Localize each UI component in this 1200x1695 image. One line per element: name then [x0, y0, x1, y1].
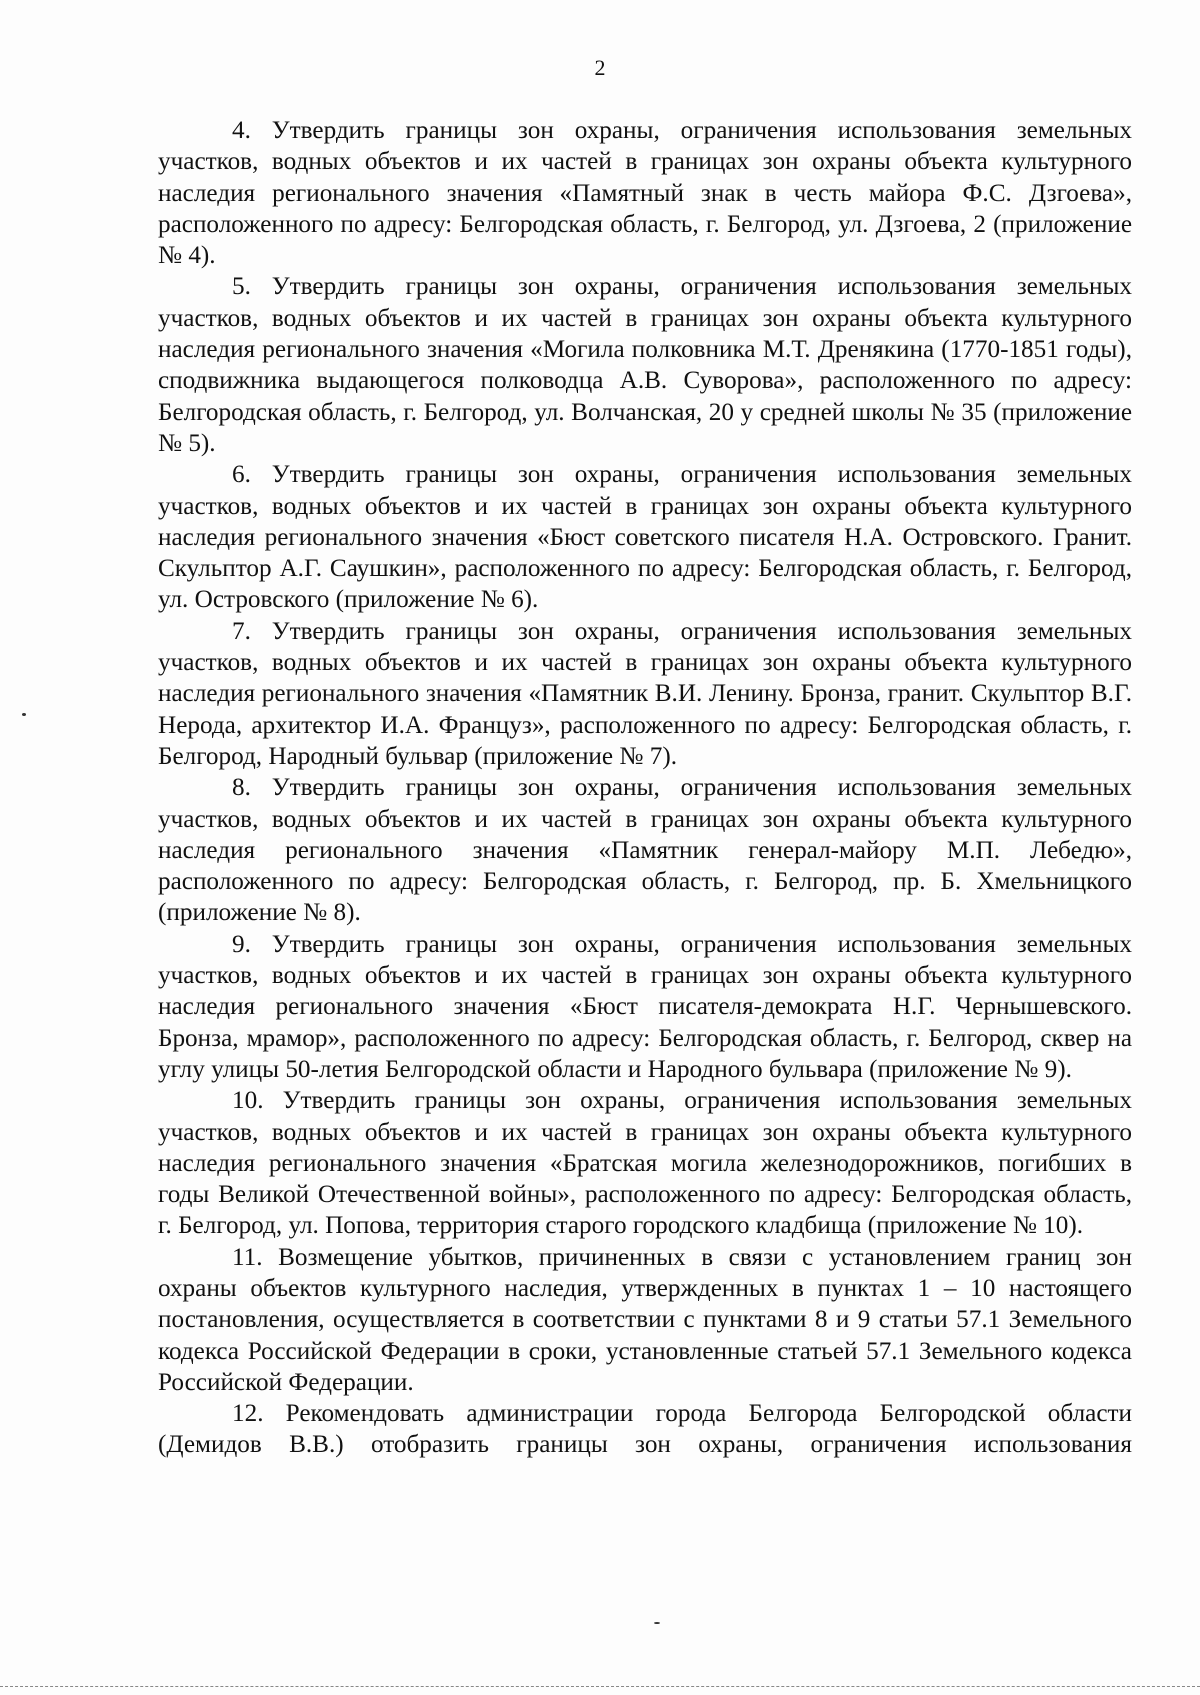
paragraph-item-11: 11. Возмещение убытков, причиненных в связи с установлением границ зон охраны объектов культурного наследия, утвержденных в пунктах 1 – 10 настоящего постановления, осуществляется в соответствии с пунктами 8 и 9 статьи 57.1 Земельного кодекса Российской Федерации в сроки, установленные статьей 57.1 Земельного кодекса Российской Федерации. [158, 1243, 1132, 1396]
scan-speck [22, 713, 26, 716]
paragraph-item-12: 12. Рекомендовать администрации города Белгорода Белгородской области (Демидов В.В.) отобразить границы зон охраны, ограничения использования [158, 1400, 1132, 1459]
paragraph-item-10: 10. Утвердить границы зон охраны, ограничения использования земельных участков, водных объектов и их частей в границах зон охраны объекта культурного наследия регионального значения «Братская могила железнодорожников, погибших в годы Великой Отечественной войны», расположенного по адресу: Белгородская область, г. Белгород, ул. Попова, территория старого городского кладбища (приложение № 10). [158, 1087, 1132, 1240]
paragraph-item-7: 7. Утвердить границы зон охраны, ограничения использования земельных участков, водных объектов и их частей в границах зон охраны объекта культурного наследия регионального значения «Памятник В.И. Ленину. Бронза, гранит. Скульптор В.Г. Нерода, архитектор И.А. Француз», расположенного по адресу: Белгородская область, г. Белгород, Народный бульвар (приложение № 7). [158, 617, 1132, 770]
paragraph-item-9: 9. Утвердить границы зон охраны, ограничения использования земельных участков, водных объектов и их частей в границах зон охраны объекта культурного наследия регионального значения «Бюст писателя-демократа Н.Г. Чернышевского. Бронза, мрамор», расположенного по адресу: Белгородская область, г. Белгород, сквер на углу улицы 50-летия Белгородской области и Народного бульвара (приложение № 9). [158, 930, 1132, 1083]
page-number: 2 [594, 55, 606, 80]
scan-speck [654, 1622, 660, 1624]
paragraph-item-8: 8. Утвердить границы зон охраны, ограничения использования земельных участков, водных объектов и их частей в границах зон охраны объекта культурного наследия регионального значения «Памятник генерал-майору М.П. Лебедю», расположенного по адресу: Белгородская область, г. Белгород, пр. Б. Хмельницкого (приложение № 8). [158, 774, 1132, 927]
scan-edge-line [0, 1686, 1200, 1687]
paragraph-item-4: 4. Утвердить границы зон охраны, ограничения использования земельных участков, водных объектов и их частей в границах зон охраны объекта культурного наследия регионального значения «Памятный знак в честь майора Ф.С. Дзгоева», расположенного по адресу: Белгородская область, г. Белгород, ул. Дзгоева, 2 (приложение № 4). [158, 117, 1132, 270]
paragraph-item-6: 6. Утвердить границы зон охраны, ограничения использования земельных участков, водных объектов и их частей в границах зон охраны объекта культурного наследия регионального значения «Бюст советского писателя Н.А. Островского. Гранит. Скульптор А.Г. Саушкин», расположенного по адресу: Белгородская область, г. Белгород, ул. Островского (приложение № 6). [158, 461, 1132, 614]
paragraph-item-5: 5. Утвердить границы зон охраны, ограничения использования земельных участков, водных объектов и их частей в границах зон охраны объекта культурного наследия регионального значения «Могила полковника М.Т. Дренякина (1770-1851 годы), сподвижника выдающегося полководца А.В. Суворова», расположенного по адресу: Белгородская область, г. Белгород, ул. Волчанская, 20 у средней школы № 35 (приложение № 5). [158, 273, 1132, 457]
document-body [158, 115, 1132, 1461]
